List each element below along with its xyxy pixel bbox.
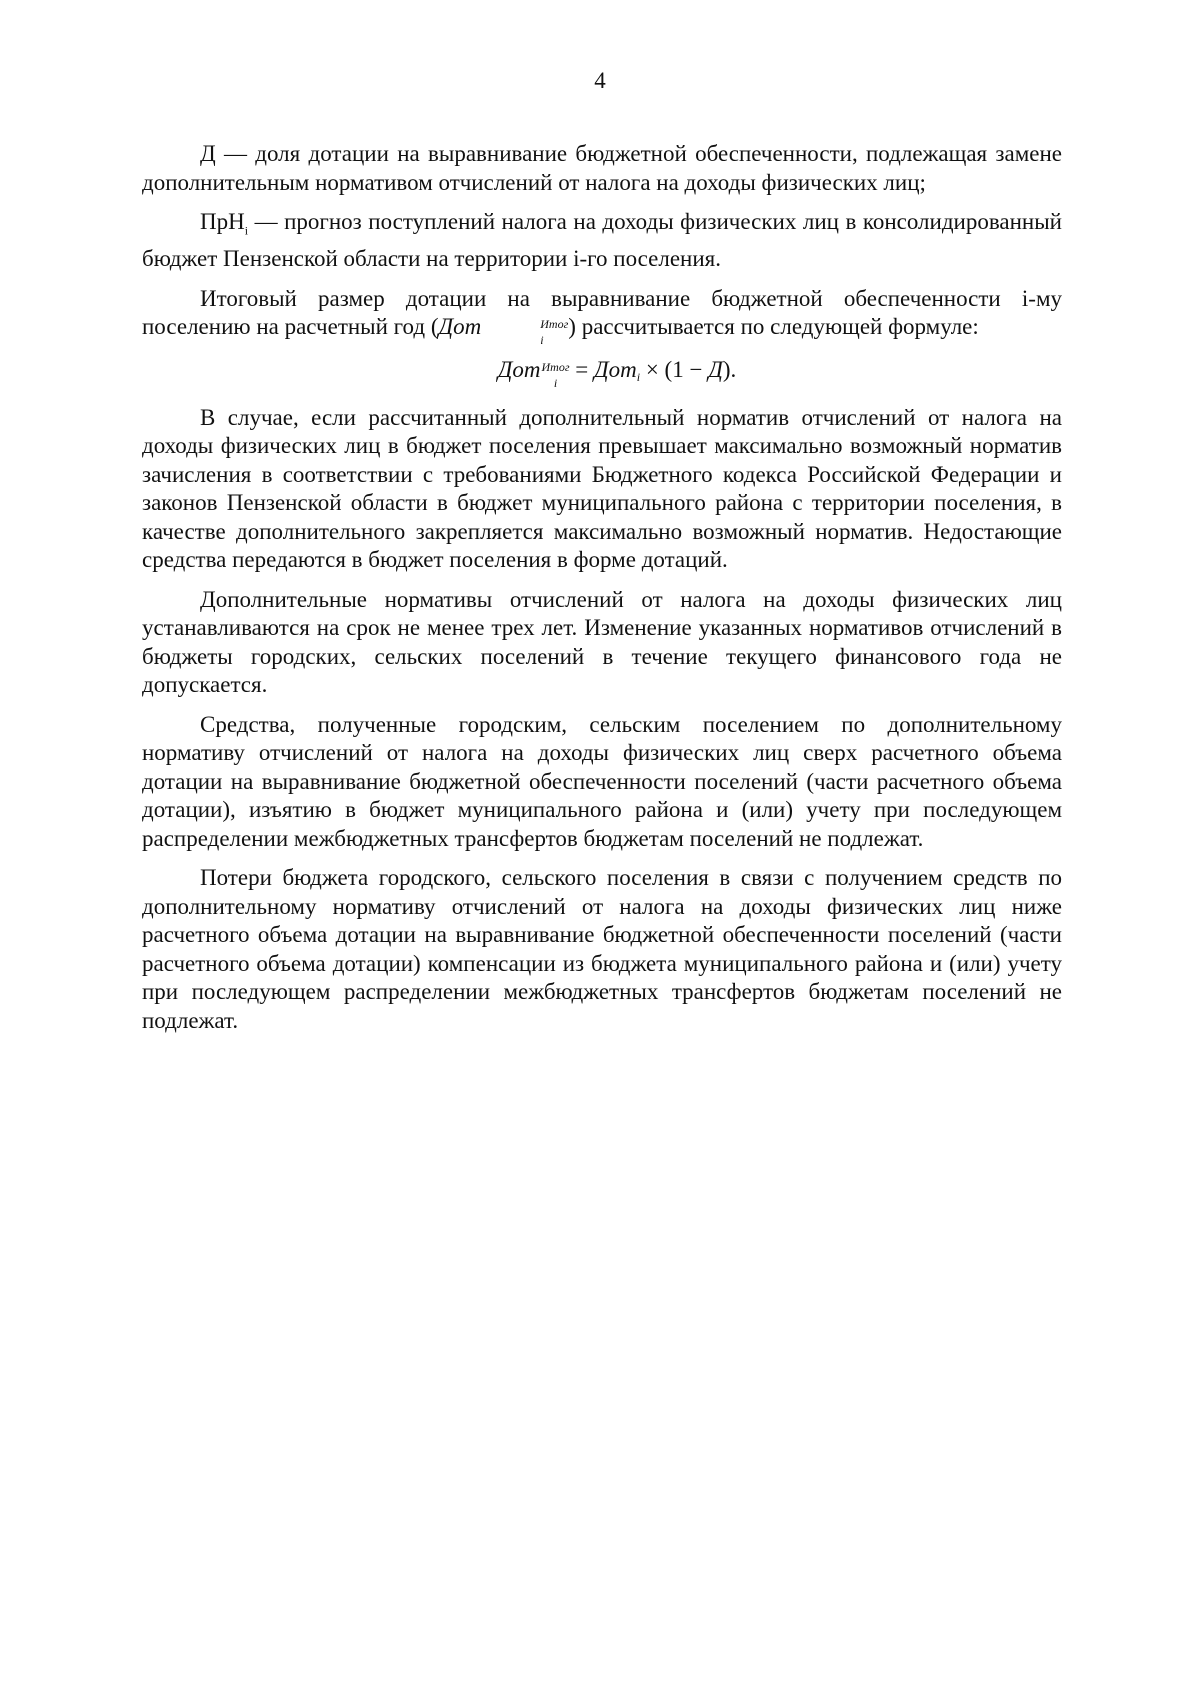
- formula-lhs-superscript: Итог: [541, 360, 570, 375]
- total-intro-after: рассчитывается по следующей формуле:: [575, 314, 979, 340]
- paragraph-case-exceeds: В случае, если рассчитанный дополнительный норматив отчислений от налога на доходы физических лиц в бюджет поселения превышает максимально возможный норматив зачисления в соответствии с требованиями Бюджетного кодекса Российской Федерации и законов Пензенской области в бюджет муниципального района с территории поселения, в качестве дополнительного закрепляется максимально возможный норматив. Недостающие средства передаются в бюджет поселения в форме дотаций.: [142, 404, 1062, 573]
- formula-lhs-subscript: i: [553, 376, 558, 391]
- formula-equals: =: [569, 357, 594, 383]
- prn-index: i: [244, 223, 249, 238]
- formula-rhs-var: Д: [708, 357, 723, 383]
- formula-lhs-symbol: Дот: [497, 357, 541, 383]
- document-body: [142, 140, 1062, 1046]
- paragraph-total-intro: [142, 285, 1062, 346]
- formula-total-dotation: [142, 356, 1062, 392]
- inline-formula-superscript: Итог: [540, 317, 569, 332]
- paragraph-prn-definition: [142, 208, 1062, 274]
- prn-definition-text: — прогноз поступлений налога на доходы физических лиц в консолидированный бюджет Пензенской области на территории i-го поселения.: [142, 209, 1062, 272]
- paragraph-term: Дополнительные нормативы отчислений от налога на доходы физических лиц устанавливаются на срок не менее трех лет. Изменение указанных нормативов отчислений в бюджеты городских, сельских поселений в течение текущего финансового года не допускается.: [142, 586, 1062, 698]
- total-intro-before: Итоговый размер дотации на выравнивание бюджетной обеспеченности i-му поселению на расчетный год: [142, 285, 1062, 340]
- formula-rhs-symbol: Дот: [593, 357, 637, 383]
- formula-rhs-tail: × (1 −: [640, 357, 709, 383]
- paragraph-d-definition: Д — доля дотации на выравнивание бюджетной обеспеченности, подлежащая замене дополнительным нормативом отчислений от налога на доходы физических лиц;: [142, 141, 1062, 195]
- paragraph-excess-funds: Средства, полученные городским, сельским поселением по дополнительному нормативу отчислений от налога на доходы физических лиц сверх расчетного объема дотации на выравнивание бюджетной обеспеченности поселений (части расчетного объема дотации), изъятию в бюджет муниципального района и (или) учету при последующем распределении межбюджетных трансфертов бюджетам поселений не подлежат.: [142, 711, 1062, 851]
- inline-formula-symbol: Дот: [438, 314, 482, 340]
- formula-rhs-close: ).: [722, 357, 737, 383]
- prn-symbol: ПрН: [200, 209, 245, 234]
- page-number: 4: [594, 68, 606, 93]
- paragraph-losses: Потери бюджета городского, сельского поселения в связи с получением средств по дополнительному нормативу отчислений от налога на доходы физических лиц ниже расчетного объема дотации на выравнивание бюджетной обеспеченности поселений (части расчетного объема дотации) компенсации из бюджета муниципального района и (или) учету при последующем распределении межбюджетных трансфертов бюджетам поселений не подлежат.: [142, 865, 1062, 1033]
- inline-formula-subscript: i: [540, 333, 544, 348]
- inline-formula: (Дот Итог i ): [430, 314, 576, 348]
- formula-rhs-subscript: i: [636, 370, 641, 385]
